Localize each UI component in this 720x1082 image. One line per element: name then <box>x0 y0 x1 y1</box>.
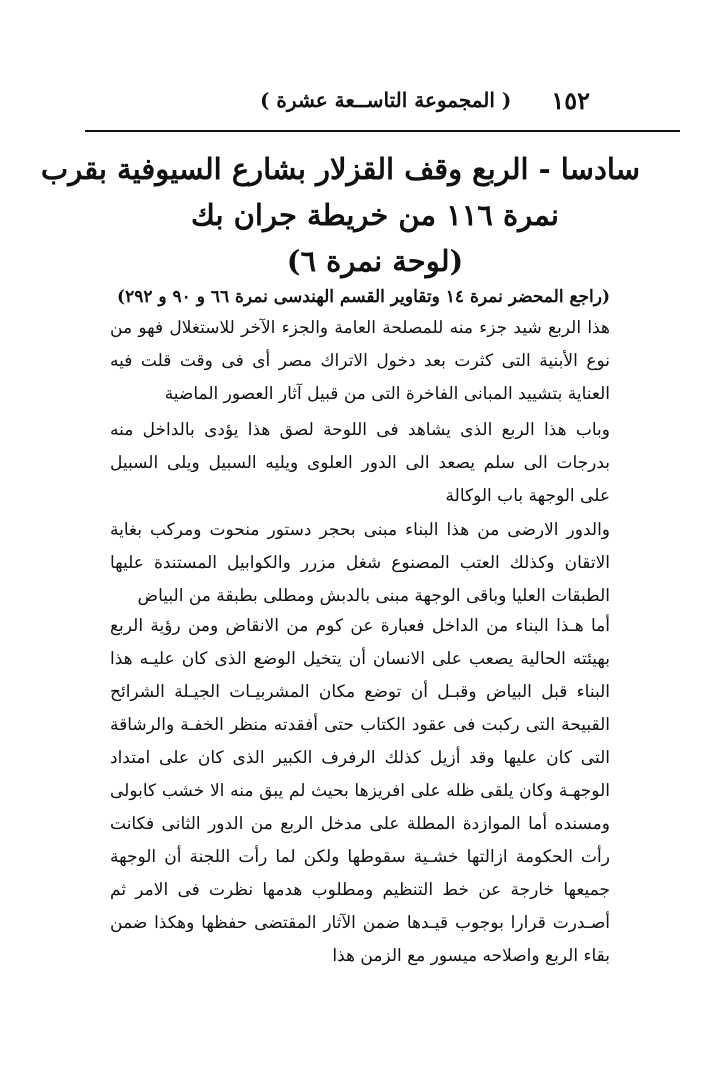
body-paragraph <box>110 312 610 411</box>
body-paragraph <box>110 610 610 973</box>
header-divider <box>85 130 680 132</box>
section-title <box>40 146 640 284</box>
body-paragraph <box>110 514 610 613</box>
page-number: ١٥٢ <box>551 86 590 115</box>
paragraph-text: وباب هذا الربع الذى يشاهد فى اللوحة لصق هذا يؤدى بالداخل منه بدرجات الى سلم يصعد الى الدور العلوى ويليه السبيل ويلى السبيل على الوجهة باب الوكالة <box>110 420 610 506</box>
page-header <box>140 84 590 124</box>
running-head: ( المجموعة التاســعة عشرة ) <box>260 88 512 112</box>
body-paragraph <box>110 414 610 513</box>
paragraph-text: أما هـذا البناء من الداخل فعبارة عن كوم من الانقاض ومن رؤية الربع بهيئته الحالية يصعب على الانسان أن يتخيل الوضع الذى كان عليـه هذا البناء قبل البياض وقبـل أن توضع مكان المشربيـات الجيـلة الشرائح القبيحة التى ركبت فى عقود الكتاب حتى أفقدته منظر الخفـة والرشاقة التى كان عليها وقد أزيل كذلك الرفرف الكبير الذى كان على امتداد الوجهـة وكان يلقى ظله على افريزها بحيث لم يبق منه الا خشب كابولى ومسنده أما الموازدة المطلة على مدخل الربع من الدور الثانى فكانت رأت الحكومة ازالتها خشـية سقوطها ولكن لما رأت اللجنة أن الوجهة جميعها خارجة عن خط التنظيم ومطلوب هدمها نظرت فى الامر ثم أصـدرت قرارا بوجوب قيـدها ضمن الآثار المقتضى حفظها وهكذا ضمن بقاء الربع واصلاحه ميسور مع الزمن هذا <box>110 616 610 966</box>
title-line-2: نمرة ١١٦ من خريطة جران بك <box>191 198 559 232</box>
paragraph-text: والدور الارضى من هذا البناء مبنى بحجر دستور منحوت ومركب بغاية الاتقان وكذلك العتب المصنوع شغل مزرر والكوابيل المستندة عليها الطبقات العليا وباقى الوجهة مبنى بالدبش ومطلى بطبقة من البياض <box>110 520 610 606</box>
reference-note: (راجع المحضر نمرة ١٤ وتقاوير القسم الهندسى نمرة ٦٦ و ٩٠ و ٢٩٢) <box>117 287 610 307</box>
title-line-1: سادسا - الربع وقف القزلار بشارع السيوفية بقرب <box>40 152 640 186</box>
paragraph-text: هذا الربع شيد جزء منه للمصلحة العامة والجزء الآخر للاستغلال فهو من نوع الأبنية التى كثرت بعد دخول الاتراك مصر أى فى وقت قلت فيه العناية بتشييد المبانى الفاخرة التى من قبيل آثار العصور الماضية <box>110 318 610 404</box>
title-line-3: (لوحة نمرة ٦) <box>286 244 464 278</box>
